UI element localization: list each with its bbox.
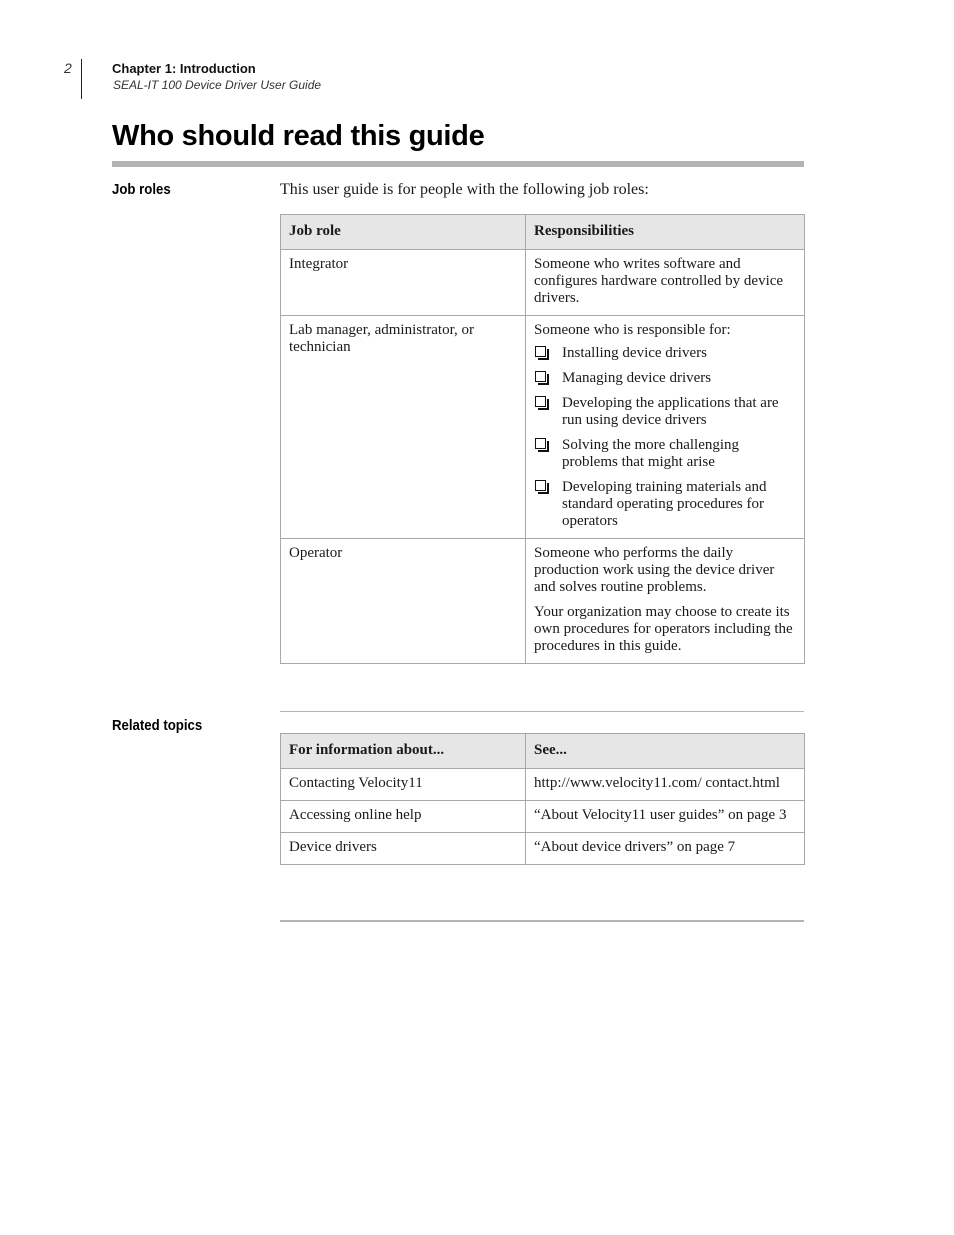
- list-item-text: Solving the more challenging problems that might arise: [562, 437, 740, 470]
- responsibility-text: Someone who is responsible for:: [534, 322, 731, 338]
- list-item-text: Installing device drivers: [562, 345, 707, 361]
- job-role-cell: Lab manager, administrator, or technician: [281, 316, 526, 539]
- checkbox-bullet-icon: [535, 371, 546, 382]
- see-reference-link[interactable]: “About Velocity11 user guides” on page 3: [526, 801, 805, 833]
- checkbox-bullet-icon: [535, 346, 546, 357]
- table-row: [281, 769, 805, 801]
- checkbox-bullet-icon: [535, 438, 546, 449]
- related-topics-bottom-rule: [280, 920, 804, 922]
- topic-cell: Accessing online help: [281, 801, 526, 833]
- responsibilities-cell: [526, 316, 805, 539]
- job-role-cell: Operator: [281, 539, 526, 664]
- checkbox-bullet-icon: [535, 480, 546, 491]
- job-roles-intro: This user guide is for people with the following job roles:: [280, 181, 649, 198]
- job-roles-table: [280, 214, 805, 664]
- chapter-title: Chapter 1: Introduction: [112, 61, 256, 76]
- guide-title: SEAL-IT 100 Device Driver User Guide: [113, 78, 322, 92]
- table-row: [281, 539, 805, 664]
- column-header-see: See...: [526, 734, 805, 769]
- list-item-text: Managing device drivers: [562, 370, 712, 386]
- column-header-job-role: Job role: [281, 215, 526, 250]
- table-header-row: [281, 734, 805, 769]
- job-roles-label: Job roles: [112, 181, 171, 198]
- responsibility-text: Someone who writes software and configures hardware controlled by device drivers.: [534, 256, 784, 306]
- topic-cell: Contacting Velocity11: [281, 769, 526, 801]
- list-item: [534, 479, 796, 530]
- list-item: [534, 370, 796, 387]
- related-topics-label: Related topics: [112, 717, 203, 734]
- table-row: [281, 833, 805, 865]
- responsibilities-cell: [526, 250, 805, 316]
- related-topics-table: [280, 733, 805, 865]
- list-item-text: Developing the applications that are run using device drivers: [562, 395, 779, 428]
- header-divider: [81, 59, 82, 99]
- section-title-underline: [112, 161, 804, 167]
- list-item-text: Developing training materials and standard operating procedures for operators: [562, 479, 767, 529]
- topic-cell: Device drivers: [281, 833, 526, 865]
- page-number: 2: [64, 60, 72, 76]
- checkbox-bullet-icon: [535, 396, 546, 407]
- responsibility-text: Your organization may choose to create its own procedures for operators including the procedures in this guide.: [534, 604, 793, 654]
- column-header-responsibilities: Responsibilities: [526, 215, 805, 250]
- list-item: [534, 437, 796, 471]
- list-item: [534, 395, 796, 429]
- responsibility-text: Someone who performs the daily production work using the device driver and solves routine problems.: [534, 545, 775, 595]
- see-reference-link[interactable]: http://www.velocity11.com/ contact.html: [526, 769, 805, 801]
- table-header-row: [281, 215, 805, 250]
- list-item: [534, 345, 796, 362]
- table-row: [281, 316, 805, 539]
- related-topics-top-rule: [280, 711, 804, 712]
- section-title: Who should read this guide: [112, 120, 485, 152]
- job-role-cell: Integrator: [281, 250, 526, 316]
- responsibility-list: [534, 345, 796, 530]
- table-row: [281, 250, 805, 316]
- column-header-information: For information about...: [281, 734, 526, 769]
- see-reference-link[interactable]: “About device drivers” on page 7: [526, 833, 805, 865]
- table-row: [281, 801, 805, 833]
- responsibilities-cell: [526, 539, 805, 664]
